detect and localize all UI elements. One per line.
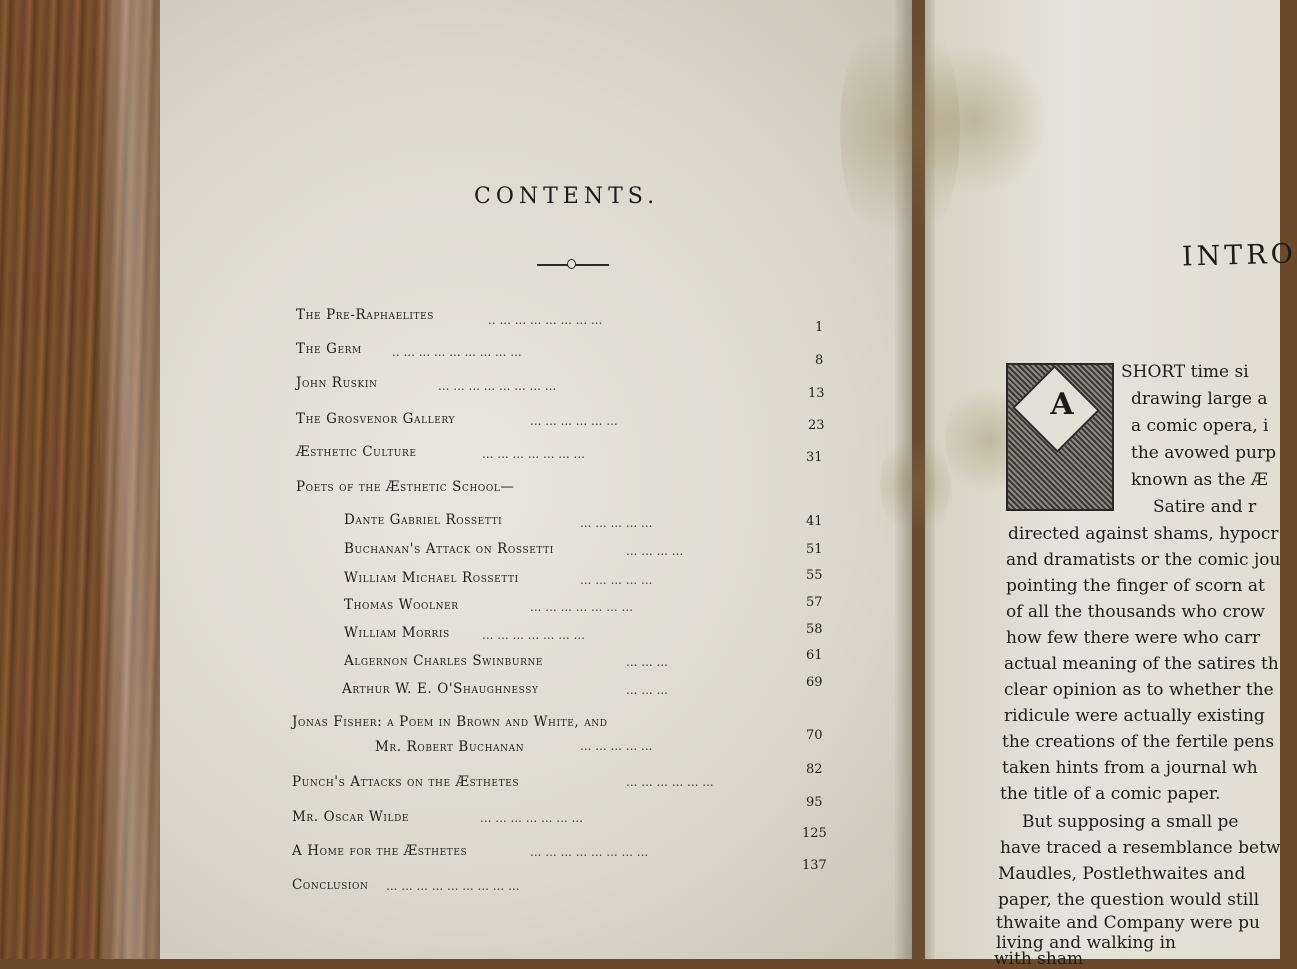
toc-page-number: 13 (808, 386, 825, 401)
dot-leader: .. ... ... ... ... ... ... ... ... (392, 345, 522, 359)
dot-leader: ... ... ... ... ... ... ... (480, 811, 583, 825)
toc-page-number: 31 (806, 450, 823, 465)
dot-leader: .. ... ... ... ... ... ... ... (488, 313, 603, 327)
dot-leader: ... ... ... ... ... ... ... ... (438, 379, 557, 393)
toc-page-number: 82 (806, 762, 823, 777)
toc-entry-home-for-aesthetes: A Home for the Æsthetes (292, 843, 468, 859)
toc-page-number: 41 (806, 514, 823, 529)
toc-entry-grosvenor-gallery: The Grosvenor Gallery (296, 411, 456, 427)
body-line: But supposing a small pe (1022, 812, 1239, 832)
dot-leader: ... ... ... (626, 683, 668, 697)
body-line: SHORT time si (1121, 362, 1249, 382)
toc-entry-arthur-oshaughnessy: Arthur W. E. O'Shaughnessy (342, 681, 539, 697)
body-line: thwaite and Company were pu (996, 913, 1260, 933)
body-line: ridicule were actually existing (1004, 706, 1265, 726)
body-line: taken hints from a journal wh (1002, 758, 1258, 778)
toc-entry-aesthetic-culture: Æsthetic Culture (296, 444, 417, 460)
toc-entry-algernon-charles-swinburne: Algernon Charles Swinburne (344, 653, 544, 669)
body-line: how few there were who carr (1006, 628, 1261, 648)
body-line: actual meaning of the satires th (1004, 654, 1279, 674)
toc-entry-pre-raphaelites: The Pre-Raphaelites (296, 307, 435, 323)
contents-heading: CONTENTS. (474, 184, 660, 209)
body-line: of all the thousands who crow (1006, 602, 1265, 622)
toc-page-number: 58 (806, 622, 823, 637)
toc-page-number: 69 (806, 675, 823, 690)
dot-leader: ... ... ... ... ... ... ... (482, 628, 585, 642)
foxing-stain (840, 0, 960, 260)
toc-entry-germ: The Germ (296, 341, 362, 357)
body-line: with sham (994, 949, 1084, 969)
body-line: the avowed purp (1131, 443, 1276, 463)
toc-entry-jonas-fisher: Jonas Fisher: a Poem in Brown and White, and (292, 714, 608, 730)
toc-entry-conclusion: Conclusion (292, 877, 369, 893)
introduction-heading: INTRO (1181, 238, 1297, 273)
toc-page-number: 51 (806, 542, 823, 557)
toc-entry-buchanans-attack: Buchanan's Attack on Rossetti (344, 541, 554, 557)
toc-page-number: 8 (815, 353, 824, 368)
toc-entry-ruskin: John Ruskin (296, 375, 378, 391)
dot-leader: ... ... ... ... ... (580, 516, 653, 530)
toc-entry-thomas-woolner: Thomas Woolner (344, 597, 459, 613)
body-line: paper, the question would still (998, 890, 1260, 910)
dot-leader: ... ... ... ... (626, 544, 684, 558)
toc-entry-poets-of-aesthetic-school: Poets of the Æsthetic School— (296, 479, 515, 495)
toc-entry-punchs-attacks: Punch's Attacks on the Æsthetes (292, 774, 520, 790)
body-line: known as the Æ (1131, 470, 1268, 490)
toc-page-number: 125 (802, 826, 827, 841)
toc-page-number: 137 (802, 858, 827, 873)
dot-leader: ... ... ... ... ... ... ... ... (530, 845, 649, 859)
body-line: pointing the finger of scorn at (1006, 576, 1265, 596)
toc-page-number: 70 (806, 728, 823, 743)
toc-entry-william-morris: William Morris (344, 625, 450, 641)
toc-entry-william-michael-rossetti: William Michael Rossetti (344, 570, 519, 586)
toc-page-number: 61 (806, 648, 823, 663)
foxing-stain (880, 430, 950, 540)
toc-page-number: 95 (806, 795, 823, 810)
toc-page-number: 23 (808, 418, 825, 433)
dot-leader: ... ... ... ... ... ... ... ... ... (386, 879, 520, 893)
ornamental-rule-circle (567, 259, 576, 269)
toc-entry-oscar-wilde: Mr. Oscar Wilde (292, 809, 410, 825)
drop-cap-letter: A (1050, 387, 1074, 422)
ornamental-drop-cap (1006, 363, 1114, 511)
body-line: have traced a resemblance betw (1000, 838, 1281, 858)
body-line: directed against shams, hypocr (1008, 524, 1279, 544)
body-line: living and walking in (996, 933, 1177, 953)
toc-page-number: 55 (806, 568, 823, 583)
toc-page-number: 1 (815, 320, 824, 335)
body-line: and dramatists or the comic jou (1006, 550, 1281, 570)
dot-leader: ... ... ... ... ... ... ... (530, 600, 633, 614)
body-line: Satire and r (1153, 497, 1257, 517)
toc-entry-dante-gabriel-rossetti: Dante Gabriel Rossetti (344, 512, 503, 528)
dot-leader: ... ... ... ... ... ... (530, 414, 618, 428)
dot-leader: ... ... ... ... ... ... ... (482, 447, 585, 461)
dot-leader: ... ... ... ... ... (580, 573, 653, 587)
body-line: drawing large a (1131, 389, 1268, 409)
body-line: a comic opera, i (1131, 416, 1269, 436)
dot-leader: ... ... ... (626, 655, 668, 669)
toc-page-number: 57 (806, 595, 823, 610)
toc-entry-robert-buchanan: Mr. Robert Buchanan (375, 739, 525, 755)
dot-leader: ... ... ... ... ... ... (626, 775, 714, 789)
body-line: Maudles, Postlethwaites and (998, 864, 1246, 884)
body-line: the creations of the fertile pens (1002, 732, 1275, 752)
dot-leader: ... ... ... ... ... (580, 739, 653, 753)
body-line: the title of a comic paper. (1000, 784, 1221, 804)
body-line: clear opinion as to whether the (1004, 680, 1274, 700)
